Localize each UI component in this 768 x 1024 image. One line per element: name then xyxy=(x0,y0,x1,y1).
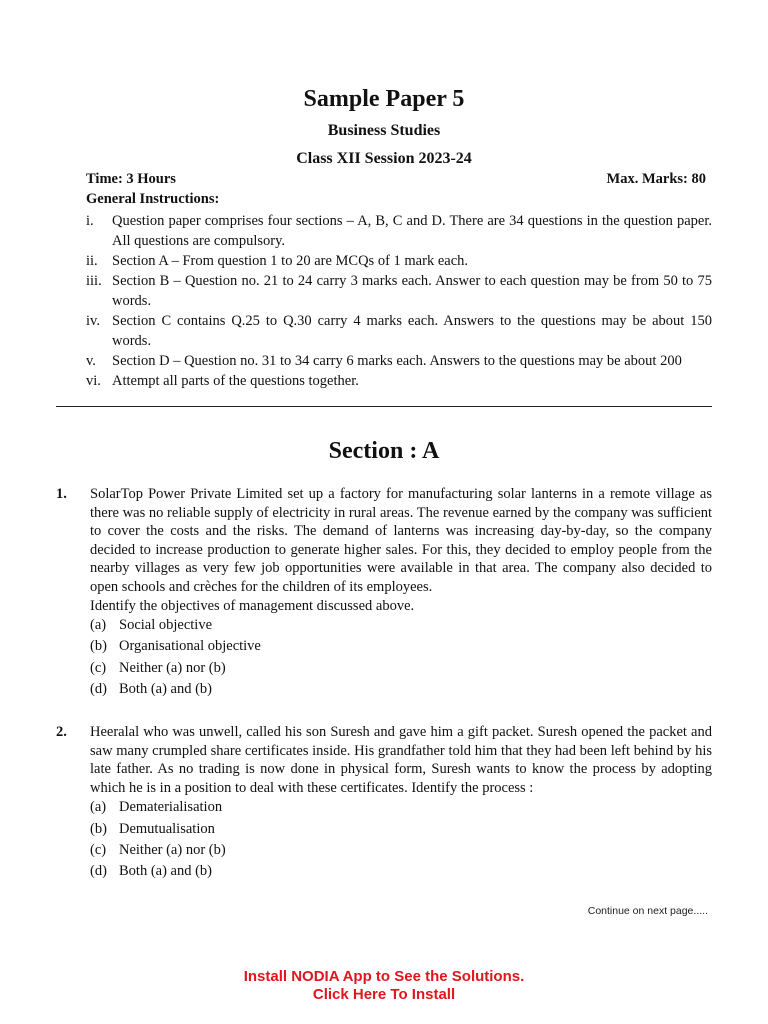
section-divider xyxy=(56,406,712,407)
option-d xyxy=(90,679,712,700)
option-a xyxy=(90,797,712,818)
question-prompt: Identify the objectives of management discussed above. xyxy=(90,597,415,614)
option-text: Neither (a) nor (b) xyxy=(119,841,226,858)
continue-note: Continue on next page..... xyxy=(587,905,708,917)
instruction-text: Attempt all parts of the questions together. xyxy=(112,373,359,389)
instruction-item xyxy=(56,211,712,251)
option-d xyxy=(90,861,712,882)
question-number: 1. xyxy=(56,486,67,502)
option-label: (c) xyxy=(90,841,107,858)
option-text: Social objective xyxy=(119,617,213,634)
instructions-heading: General Instructions: xyxy=(86,191,220,207)
option-text: Organisational objective xyxy=(119,638,261,655)
promo-line-2[interactable]: Click Here To Install xyxy=(312,985,456,1003)
class-session: Class XII Session 2023-24 xyxy=(296,150,472,167)
question-2 xyxy=(56,723,712,882)
instruction-text: Section C contains Q.25 to Q.30 carry 4 marks each. Answers to the questions may be about 150 words. xyxy=(112,313,712,349)
instruction-text: Section A – From question 1 to 20 are MCQs of 1 mark each. xyxy=(112,253,469,269)
option-text: Dematerialisation xyxy=(119,799,223,816)
instruction-number: v. xyxy=(86,353,96,369)
option-label: (d) xyxy=(90,862,107,879)
question-number: 2. xyxy=(56,724,67,740)
instruction-number: iii. xyxy=(86,273,102,289)
option-b xyxy=(90,819,712,840)
promo-line-1[interactable]: Install NODIA App to See the Solutions. xyxy=(243,968,525,985)
option-label: (c) xyxy=(90,659,107,676)
option-text: Both (a) and (b) xyxy=(119,862,213,879)
option-text: Both (a) and (b) xyxy=(119,680,213,697)
section-title: Section : A xyxy=(328,438,440,464)
option-label: (b) xyxy=(90,820,107,837)
question-1 xyxy=(56,485,712,700)
option-label: (d) xyxy=(90,680,107,697)
option-a xyxy=(90,615,712,636)
option-label: (a) xyxy=(90,617,107,634)
instruction-text: Section D – Question no. 31 to 34 carry 6 marks each. Answers to the questions may be about 200 xyxy=(112,353,682,369)
option-text: Demutualisation xyxy=(119,820,215,837)
max-marks: Max. Marks: 80 xyxy=(606,171,706,187)
instruction-item xyxy=(56,311,712,351)
instruction-text: Question paper comprises four sections – A, B, C and D. There are 34 questions in the question paper. All questions are compulsory. xyxy=(112,213,712,249)
instruction-number: iv. xyxy=(86,313,100,329)
option-text: Neither (a) nor (b) xyxy=(119,659,226,676)
instruction-number: i. xyxy=(86,213,94,229)
question-body xyxy=(90,723,712,882)
instruction-number: ii. xyxy=(86,253,98,269)
question-text: Heeralal who was unwell, called his son Suresh and gave him a gift packet. Suresh opened the packet and saw many crumpled share certificates inside. His grandfather told him that they had been left behind by his late father. As no trading is now done in physical form, Suresh wants to know the process by adopting which he is in a position to deal with these certificates. Identify the process : xyxy=(90,724,712,796)
paper-title: Sample Paper 5 xyxy=(303,86,465,112)
instruction-number: vi. xyxy=(86,373,101,389)
question-text: SolarTop Power Private Limited set up a factory for manufacturing solar lanterns in a remote village as there was no reliable supply of electricity in rural areas. The revenue earned by the company was sufficient to cover the costs and the risks. The demand of lanterns was increasing day-by-day, so the company decided to increase production to generate higher sales. For this, they decided to employ people from the nearby villages as very few job opportunities were available in that area. The company also decided to open schools and crèches for the children of its employees. xyxy=(90,486,712,595)
instruction-item xyxy=(56,251,712,271)
install-app-link[interactable] xyxy=(0,968,768,1003)
option-c xyxy=(90,658,712,679)
question-body xyxy=(90,485,712,700)
instruction-text: Section B – Question no. 21 to 24 carry 3 marks each. Answer to each question may be from 50 to 75 words. xyxy=(112,273,712,309)
option-label: (a) xyxy=(90,799,107,816)
option-b xyxy=(90,636,712,657)
subject-title: Business Studies xyxy=(327,122,441,139)
option-c xyxy=(90,840,712,861)
options-list xyxy=(90,797,712,882)
instructions-list xyxy=(56,211,712,391)
instruction-item xyxy=(56,371,712,391)
instruction-item xyxy=(56,271,712,311)
option-label: (b) xyxy=(90,638,107,655)
time-allowed: Time: 3 Hours xyxy=(86,171,176,187)
instruction-item xyxy=(56,351,712,371)
options-list xyxy=(90,615,712,700)
